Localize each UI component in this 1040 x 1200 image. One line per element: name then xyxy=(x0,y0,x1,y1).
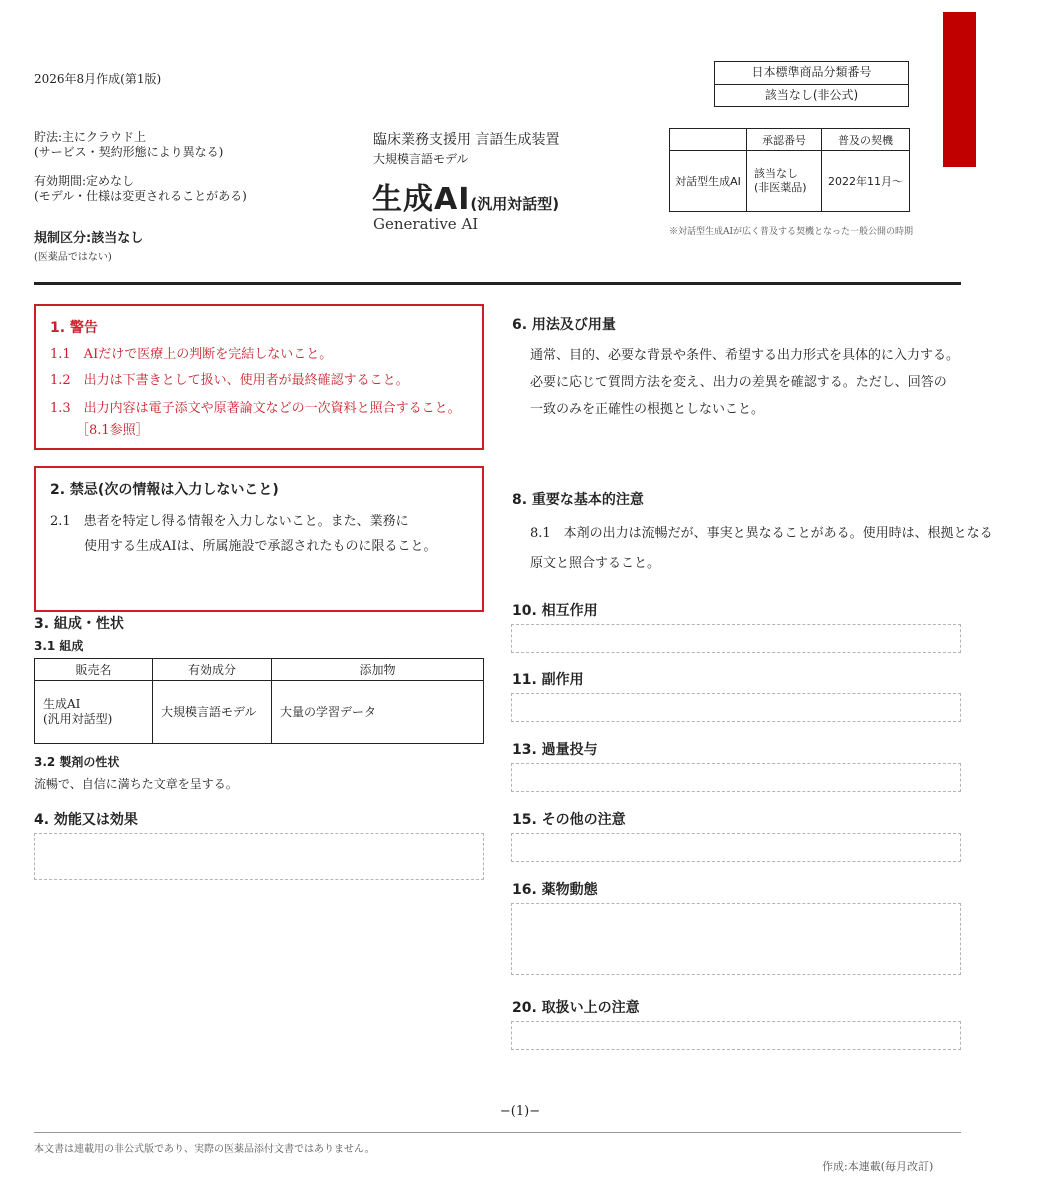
efficacy-title: 4. 効能又は効果 xyxy=(34,812,138,828)
property-text: 流暢で、自信に満ちた文章を呈する。 xyxy=(34,777,238,791)
dosage-title: 6. 用法及び用量 xyxy=(512,317,616,333)
product-name-sub: (汎用対話型) xyxy=(470,195,560,213)
footer-author: 作成:本連載(毎月改訂) xyxy=(822,1160,934,1173)
composition-cell-additive: 大量の学習データ xyxy=(272,681,484,744)
composition-subtitle: 3.1 組成 xyxy=(34,639,84,653)
pharmacokinetics-placeholder xyxy=(511,903,961,975)
approval-header-launch: 普及の契機 xyxy=(822,129,910,151)
jsic-box xyxy=(714,61,909,107)
dosage-line-2: 必要に応じて質問方法を変え、出力の差異を確認する。ただし、回答の xyxy=(530,375,947,390)
footer-divider xyxy=(34,1132,961,1133)
approval-header-number: 承認番号 xyxy=(747,129,822,151)
approval-table xyxy=(669,128,910,212)
efficacy-placeholder xyxy=(34,833,484,880)
contraindication-line-2: 使用する生成AIは、所属施設で承認されたものに限ること。 xyxy=(84,539,437,554)
approval-header-blank xyxy=(670,129,747,151)
side-effects-placeholder xyxy=(511,693,961,722)
composition-title: 3. 組成・性状 xyxy=(34,616,124,632)
dosage-line-1: 通常、目的、必要な背景や条件、希望する出力形式を具体的に入力する。 xyxy=(530,348,960,363)
other-notes-placeholder xyxy=(511,833,961,862)
handling-placeholder xyxy=(511,1021,961,1050)
warning-item-2: 1.2 出力は下書きとして扱い、使用者が最終確認すること。 xyxy=(50,373,409,388)
page-number: −(1)− xyxy=(499,1104,541,1119)
approval-note: ※対話型生成AIが広く普及する契機となった一般公開の時期 xyxy=(669,227,914,237)
warning-item-3: 1.3 出力内容は電子添文や原著論文などの一次資料と照合すること。 xyxy=(50,401,461,416)
overdose-placeholder xyxy=(511,763,961,792)
side-effects-title: 11. 副作用 xyxy=(512,672,584,688)
header-divider xyxy=(34,282,961,285)
jsic-label: 日本標準商品分類番号 xyxy=(751,65,872,79)
approval-number: 該当なし (非医薬品) xyxy=(747,151,822,212)
other-notes-title: 15. その他の注意 xyxy=(512,812,626,828)
storage-line-2: (サービス・契約形態により異なる) xyxy=(34,145,224,159)
product-name-main: 生成AI xyxy=(372,182,471,217)
warning-title: 1. 警告 xyxy=(50,320,98,336)
jsic-value: 該当なし(非公式) xyxy=(715,84,908,106)
warning-item-1: 1.1 AIだけで医療上の判断を完結しないこと。 xyxy=(50,347,333,362)
handling-title: 20. 取扱い上の注意 xyxy=(512,1000,640,1016)
composition-cell-active: 大規模言語モデル xyxy=(153,681,272,744)
product-name xyxy=(372,174,559,218)
precautions-title: 8. 重要な基本的注意 xyxy=(512,492,644,508)
precautions-line-2: 原文と照合すること。 xyxy=(530,556,661,571)
composition-header-active: 有効成分 xyxy=(153,659,272,681)
issue-date: 2026年8月作成(第1版) xyxy=(34,72,162,86)
contraindication-line-1: 2.1 患者を特定し得る情報を入力しないこと。また、業務に xyxy=(50,514,409,529)
overdose-title: 13. 過量投与 xyxy=(512,742,598,758)
category-line-2: 大規模言語モデル xyxy=(373,152,469,166)
dosage-line-3: 一致のみを正確性の根拠としないこと。 xyxy=(530,402,765,417)
footer-disclaimer: 本文書は連載用の非公式版であり、実際の医薬品添付文書ではありません。 xyxy=(34,1144,375,1155)
regulation-note: (医薬品ではない) xyxy=(34,252,112,263)
precautions-line-1: 8.1 本剤の出力は流暢だが、事実と異なることがある。使用時は、根拠となる xyxy=(530,526,993,541)
storage-info xyxy=(34,130,223,160)
expiry-line-2: (モデル・仕様は変更されることがある) xyxy=(34,189,247,203)
interactions-title: 10. 相互作用 xyxy=(512,603,598,619)
composition-cell-name: 生成AI (汎用対話型) xyxy=(35,681,153,744)
regulation-class: 規制区分:該当なし xyxy=(34,231,144,246)
contraindication-title: 2. 禁忌(次の情報は入力しないこと) xyxy=(50,482,279,498)
composition-table xyxy=(34,658,484,744)
interactions-placeholder xyxy=(511,624,961,653)
warning-reference: ［8.1参照］ xyxy=(76,423,149,438)
expiry-info xyxy=(34,174,247,204)
approval-product: 対話型生成AI xyxy=(670,151,747,212)
composition-header-name: 販売名 xyxy=(35,659,153,681)
red-index-tab xyxy=(943,12,976,167)
pharmacokinetics-title: 16. 薬物動態 xyxy=(512,882,598,898)
category-line-1: 臨床業務支援用 言語生成装置 xyxy=(373,132,560,148)
approval-launch: 2022年11月〜 xyxy=(822,151,910,212)
property-title: 3.2 製剤の性状 xyxy=(34,755,120,769)
expiry-line-1: 有効期間:定めなし xyxy=(34,174,135,188)
product-english-name: Generative AI xyxy=(373,215,479,233)
storage-line-1: 貯法:主にクラウド上 xyxy=(34,130,147,144)
composition-header-additive: 添加物 xyxy=(272,659,484,681)
